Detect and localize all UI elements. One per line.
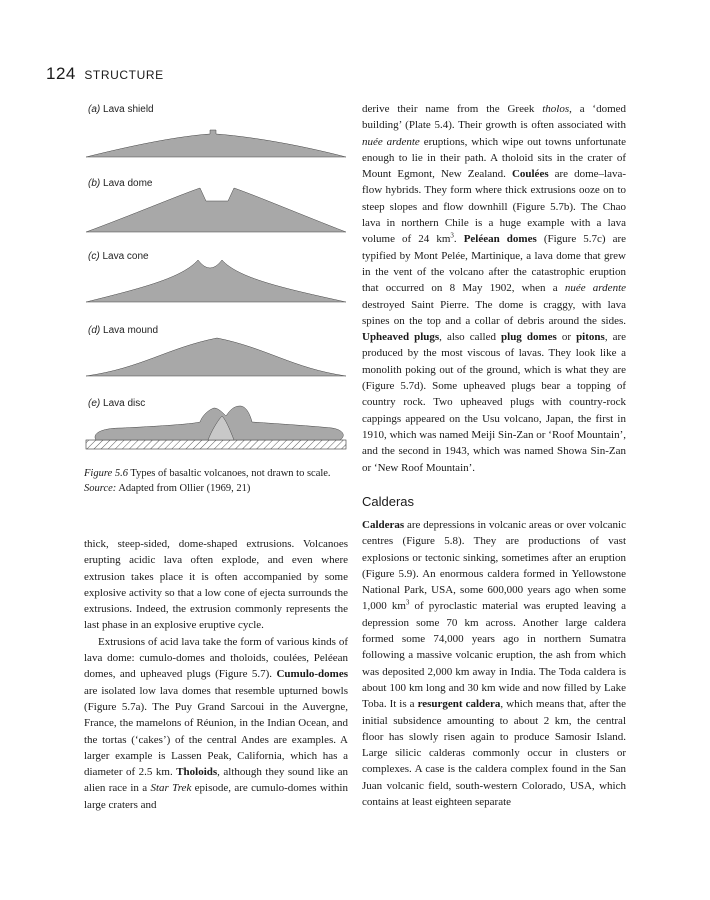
figure-label-c: (c) Lava cone	[88, 251, 149, 262]
figure-label-e: (e) Lava disc	[88, 398, 146, 409]
ground-hatch	[86, 440, 346, 449]
left-column	[84, 536, 348, 813]
figure-5-6	[82, 100, 350, 500]
figure-label-d: (d) Lava mound	[88, 325, 159, 336]
figure-caption: Figure 5.6 Types of basaltic volcanoes, not drawn to scale. Source: Adapted from Ollier (1969, 21)	[84, 468, 331, 494]
lava-cone-shape	[86, 260, 346, 302]
right-column-bottom	[362, 517, 626, 810]
right-column-top	[362, 101, 626, 476]
section-title: STRUCTURE	[84, 68, 164, 82]
section-heading-calderas: Calderas	[362, 494, 415, 509]
figure-label-b: (b) Lava dome	[88, 178, 153, 189]
figure-label-a: (a) Lava shield	[88, 104, 154, 115]
paragraph: thick, steep-sided, dome-shaped extrusions. Volcanoes erupting acidic lava often explode, and even where extrusion takes place it is often accompanied by some explosive activity so that a low cone of ejecta surrounds the extrusions. Indeed, the extrusion commonly represents the last phase in an explosive eruptive cycle.	[84, 538, 348, 632]
paragraph: Extrusions of acid lava take the form of various kinds of lava dome: cumulo-domes and tholoids, coulées, Peléean domes, and upheaved plugs (Figure 5.7). Cumulo-domes are isolated low lava domes that resemble upturned bowls (Figure 5.7a). The Puy Grand Sarcoui in the Auvergne, France, the mamelons of Réunion, in the Indian Ocean, and the tortas (‘cakes’) of the central Andes are examples. A larger example is Lassen Peak, California, which has a diameter of 2.5 km. Tholoids, although they sound like an alien race in a Star Trek episode, are cumulo-domes within large craters and	[84, 635, 349, 811]
running-head	[46, 64, 164, 84]
paragraph: derive their name from the Greek tholos, a ‘domed building’ (Plate 5.4). Their growth is often associated with nuée ardente eruptions, which wipe out towns unfortunate enough to lie in their path. A tholoid sits in the crater of Mount Egmont, New Zealand. Coulées are dome–lava-flow hybrids. They form where thick extrusions ooze on to steep slopes and flow downhill (Figure 5.7b). The Chao lava in northern Chile is a huge example with a lava volume of 24 $km^3$. Peléean domes (Figure 5.7c) are typified by Mont Pelée, Martinique, a lava dome that grew in the vent of the volcano after the catastrophic eruption that occurred on 8 May 1902, when a nuée ardente destroyed Saint Pierre. The dome is craggy, with lava spines on the top and a collar of debris around the sides. Upheaved plugs, also called plug domes or pitons, are produced by the most viscous of lavas. They look like a monolith poking out of the ground, which is what they are (Figure 5.7d). Some upheaved plugs bear a topping of country rock. Two upheaved plugs with country-rock cappings appeared on the Usu volcano, Japan, the first in 1910, which was named Meiji Sin-Zan or ‘Roof Mountain’, and the second in 1943, which was named Showa Sin-Zan or ‘New Roof Mountain’.	[362, 103, 627, 474]
lava-shield-shape	[86, 130, 346, 157]
paragraph: Calderas are depressions in volcanic areas or over volcanic centres (Figure 5.8). They are productions of vast explosions or tectonic sinking, sometimes after an eruption (Figure 5.9). An enormous caldera formed in Yellowstone National Park, USA, some 600,000 years ago when some 1,000 $km^3$ of pyroclastic material was erupted leaving a depression some 70 km across. Another large caldera formed some 74,000 years ago in northern Sumatra following a massive volcanic eruption, the ash from which was deposited 2,000 km away in India. The Toda caldera is about 100 km long and 30 km wide and now filled by Lake Toba. It is a resurgent caldera, which means that, after the initial subsidence amounting to about 2 km, the central floor has slowly risen again to produce Samosir Island. Large silicic calderas commonly occur in clusters or complexes. A case is the caldera complex found in the San Juan volcanic field, south-western Colorado, USA, which contains at least eighteen separate	[362, 519, 626, 809]
lava-dome-shape	[86, 188, 346, 232]
page-number: 124	[46, 64, 76, 83]
lava-mound-shape	[86, 338, 346, 376]
